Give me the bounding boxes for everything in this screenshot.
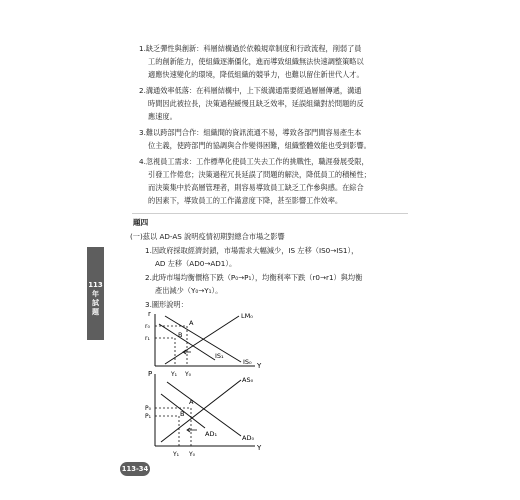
side-tab-char-1: 年 xyxy=(92,290,99,298)
side-tab-char-2: 試 xyxy=(92,299,99,307)
item-1-line-2: 工的創新能力，使組織逐漸僵化，進而導致組織無法快速調整策略以 xyxy=(148,57,364,66)
as-curve xyxy=(161,380,241,442)
fig1-point-b: B xyxy=(178,331,183,339)
section-divider xyxy=(132,213,408,214)
side-tab xyxy=(87,247,104,340)
item-3-line-2: 位主義，使跨部門的協調與合作變得困難，組織整體效能也受到影響。 xyxy=(148,141,371,150)
fig2-x-label: Y xyxy=(257,444,262,452)
fig1-tick-r1: r₁ xyxy=(145,335,150,342)
item-1-line-3: 適應快速變化的環境，降低組織的競爭力，也難以留住新世代人才。 xyxy=(148,70,364,79)
item-1-line-1: 1.缺乏彈性與創新：科層結構過於依賴規章制度和行政流程，削弱了員 xyxy=(139,44,362,53)
point-3-line-1: 3.圖形說明： xyxy=(145,300,188,309)
fig2-tick-p1: P₁ xyxy=(145,413,152,420)
item-2-line-1: 2.溝通效率低落：在科層結構中，上下級溝通需要經過層層傳遞，溝通 xyxy=(139,86,362,95)
item-3-line-1: 3.難以跨部門合作：組織間的資訊流通不易，導致各部門間容易產生本 xyxy=(139,128,362,137)
point-1-line-1: 1.因政府採取經濟封鎖，市場需求大幅減少，IS 左移（IS0→IS1）， xyxy=(145,246,359,255)
item-4-line-1: 4.忽視員工需求：工作標準化使員工失去工作的挑戰性，職涯發展受限， xyxy=(139,157,369,166)
point-1-line-2: AD 左移（AD0→AD1）。 xyxy=(155,259,237,268)
fig2-ad1-label: AD₁ xyxy=(205,430,218,438)
point-2-line-1: 2.此時市場均衡價格下跌（P₀→P₁），均衡利率下跌（r0→r1）與均衡 xyxy=(145,273,363,282)
is0-curve xyxy=(165,316,241,362)
ad0-curve xyxy=(167,382,241,436)
fig2-tick-y0: Y₀ xyxy=(189,451,196,458)
fig2-tick-y1: Y₁ xyxy=(173,451,180,458)
side-tab-label xyxy=(87,281,104,317)
is-lm-diagram xyxy=(145,310,285,378)
fig2-y-label: P xyxy=(148,370,153,378)
item-4-line-2: 引發工作倦怠；決策過程冗長延誤了問題的解決，降低員工的積極性； xyxy=(148,170,371,179)
fig1-is0-label: IS₀ xyxy=(243,358,252,366)
fig1-x-label: Y xyxy=(257,362,262,370)
item-4-line-3: 而決策集中於高層管理者，則容易導致員工缺乏工作參與感。在綜合 xyxy=(148,183,364,192)
ad-as-diagram xyxy=(145,370,285,460)
fig1-lm-label: LM₀ xyxy=(241,312,253,320)
fig1-point-a: A xyxy=(189,319,194,327)
part-a-heading: (一)茲以 AD-AS 說明疫情初期對總合市場之影響 xyxy=(130,232,285,241)
fig2-as-label: AS₀ xyxy=(242,376,254,384)
side-tab-char-3: 題 xyxy=(92,308,99,316)
item-4-line-4: 的因素下，導致員工的工作滿意度下降，甚至影響工作效率。 xyxy=(148,196,343,205)
item-2-line-3: 應速度。 xyxy=(148,112,177,121)
fig1-is1-label: IS₁ xyxy=(215,352,224,360)
item-2-line-2: 時間因此被拉長，決策過程緩慢且缺乏效率，延誤組織對於問題的反 xyxy=(148,99,364,108)
point-2-line-2: 產出減少（Y₀→Y₁）。 xyxy=(155,286,223,295)
fig1-tick-r0: r₀ xyxy=(145,323,150,330)
fig2-point-b: B xyxy=(180,410,185,418)
fig2-tick-p0: P₀ xyxy=(145,405,152,412)
fig2-ad0-label: AD₀ xyxy=(242,434,255,442)
fig2-point-a: A xyxy=(189,398,194,406)
page-number: 113-34 xyxy=(120,462,150,476)
fig1-y-label: r xyxy=(148,310,151,318)
section-title: 題四 xyxy=(133,218,149,227)
side-tab-year: 113 xyxy=(88,281,103,289)
fig1-tick-y1: Y₁ xyxy=(171,371,178,378)
fig1-tick-y0: Y₀ xyxy=(185,371,192,378)
